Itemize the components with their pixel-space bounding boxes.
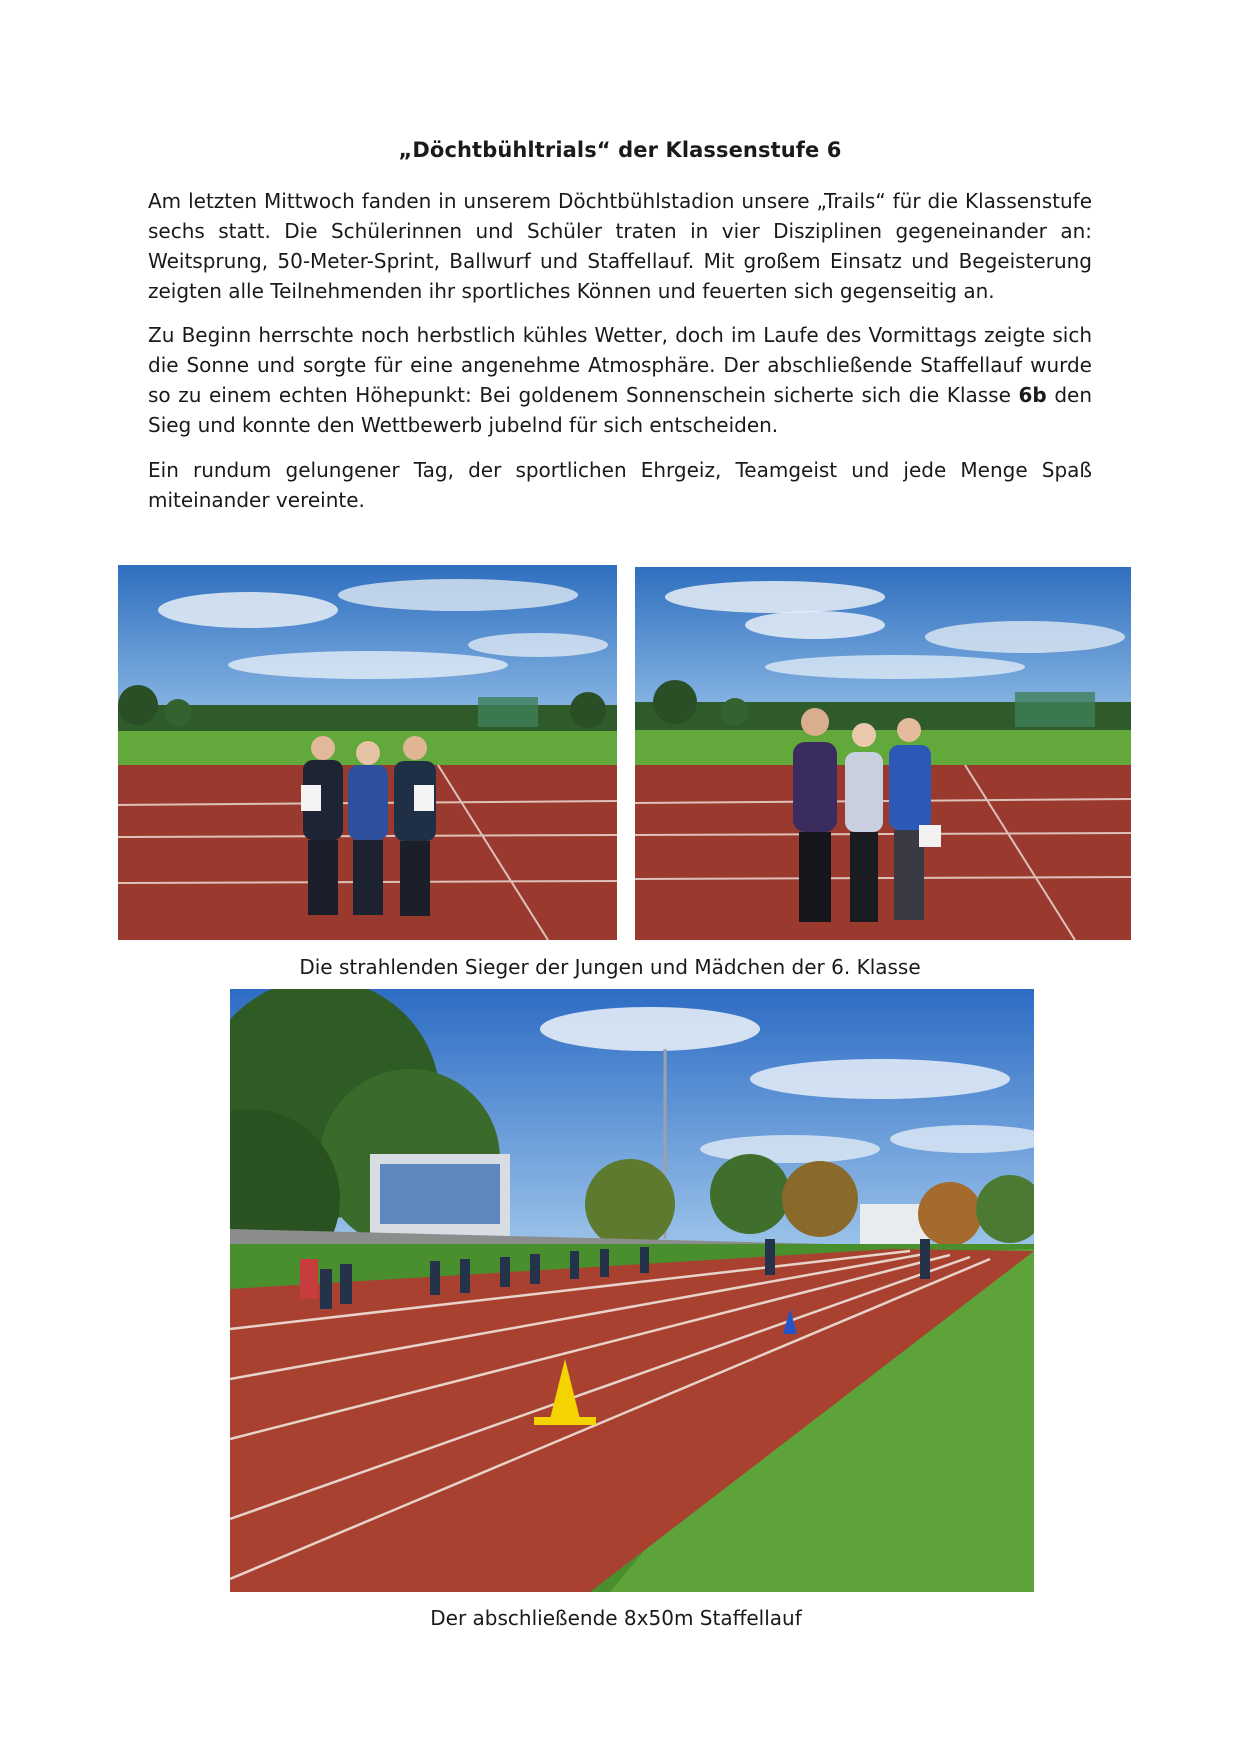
paragraph-weather — [148, 320, 1092, 440]
photo-boys-winners — [118, 565, 617, 940]
winning-class: 6b — [1018, 383, 1047, 407]
caption-winners: Die strahlenden Sieger der Jungen und Mädchen der 6. Klasse — [299, 955, 921, 979]
article-title: „Döchtbühltrials“ der Klassenstufe 6 — [398, 138, 842, 162]
paragraph-weather-text-end: den Sieg und konnte den Wettbewerb jubelnd für sich entscheiden. — [148, 383, 1092, 437]
caption-relay: Der abschließende 8x50m Staffellauf — [430, 1606, 802, 1630]
paragraph-weather-text-start: Zu Beginn herrschte noch herbstlich kühles Wetter, doch im Laufe des Vormittags zeigte sich die Sonne und sorgte für eine angenehme Atmosphäre. Der abschließende Staffellauf wurde so zu einem echten Höhepunkt: Bei goldenem Sonnenschein sicherte sich die Klasse — [148, 323, 1092, 407]
photo-girls-winners — [635, 567, 1131, 940]
photo-relay-race — [230, 989, 1034, 1592]
paragraph-conclusion: Ein rundum gelungener Tag, der sportlichen Ehrgeiz, Teamgeist und jede Menge Spaß miteinander vereinte. — [148, 458, 1092, 512]
paragraph-intro: Am letzten Mittwoch fanden in unserem Döchtbühlstadion unsere „Trails“ für die Klassenstufe sechs statt. Die Schülerinnen und Schüler traten in vier Disziplinen gegeneinander an: Weitsprung, 50-Meter-Sprint, Ballwurf und Staffellauf. Mit großem Einsatz und Begeisterung zeigten alle Teilnehmenden ihr sportliches Können und feuerten sich gegenseitig an. — [148, 189, 1092, 303]
